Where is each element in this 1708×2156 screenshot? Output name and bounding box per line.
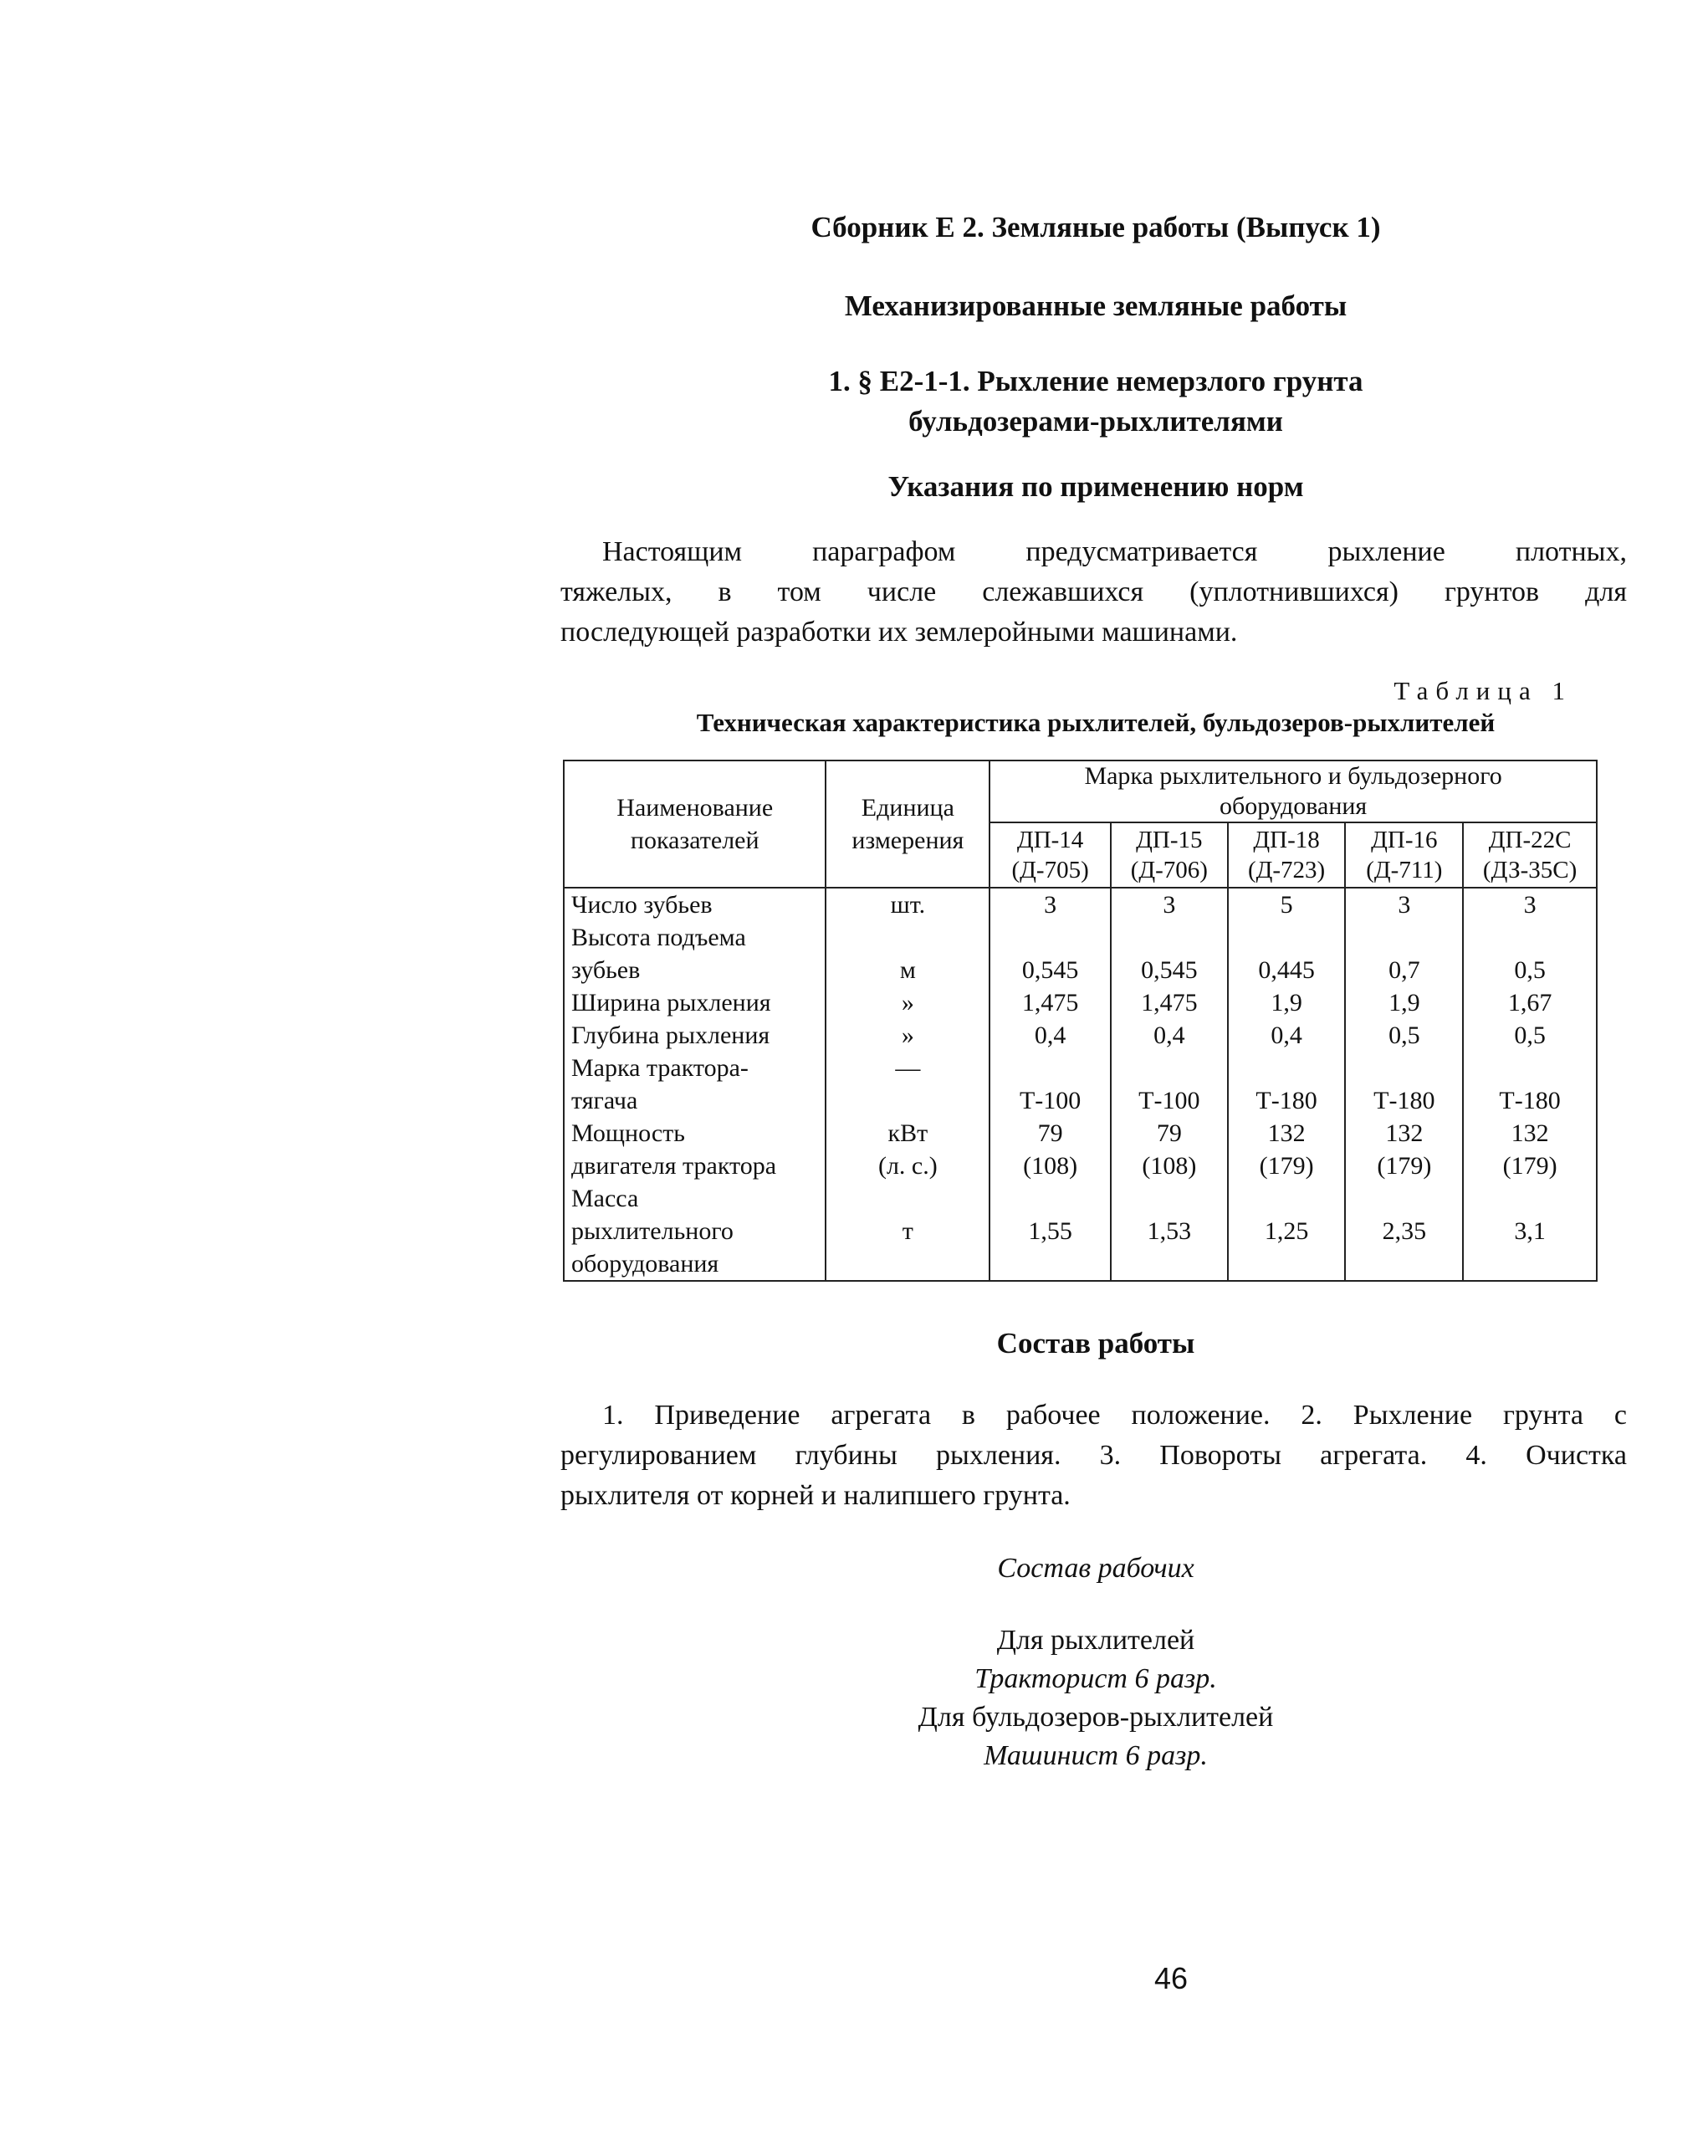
table-row [564, 888, 1597, 921]
row-unit: — [826, 1052, 990, 1117]
row-value: 79 (108) [990, 1117, 1111, 1182]
workers-group-bulldozer-rippers: Для бульдозеров-рыхлителей [918, 1702, 1274, 1733]
row-unit: шт. [826, 888, 990, 921]
row-value: 3 [1463, 888, 1597, 921]
table-row [564, 1052, 1597, 1117]
workers-group-rippers: Для рыхлителей [996, 1625, 1195, 1656]
row-value: 0,545 [990, 921, 1111, 986]
table-row [564, 921, 1597, 986]
intro-line: последующей разработки их землеройными машинами. [560, 617, 1238, 648]
row-unit: т [826, 1182, 990, 1281]
row-value: 0,4 [1228, 1019, 1346, 1052]
row-value: 3,1 [1463, 1182, 1597, 1281]
row-name: Ширина рыхления [564, 986, 826, 1019]
work-line: рыхлителя от корней и налипшего грунта. [560, 1480, 1071, 1511]
row-unit: » [826, 986, 990, 1019]
row-value: 0,4 [990, 1019, 1111, 1052]
brand-header: ДП-14 (Д-705) [990, 822, 1111, 888]
row-value: 1,53 [1111, 1182, 1228, 1281]
row-value: Т-100 [1111, 1052, 1228, 1117]
row-value: Т-180 [1345, 1052, 1463, 1117]
intro-line: тяжелых, в том числе слежавшихся (уплотнившихся) грунтов для [560, 576, 1627, 607]
row-value: 3 [1345, 888, 1463, 921]
row-value: 3 [990, 888, 1111, 921]
row-value: Т-180 [1228, 1052, 1346, 1117]
brand-header: ДП-16 (Д-711) [1345, 822, 1463, 888]
collection-title: Сборник Е 2. Земляные работы (Выпуск 1) [811, 211, 1381, 243]
row-value: 132 (179) [1463, 1117, 1597, 1182]
table-row [564, 1019, 1597, 1052]
row-value: 0,4 [1111, 1019, 1228, 1052]
workers-title: Состав рабочих [997, 1553, 1194, 1584]
row-value: 0,5 [1345, 1019, 1463, 1052]
section-title: Механизированные земляные работы [844, 289, 1347, 322]
row-value: 1,55 [990, 1182, 1111, 1281]
row-unit: » [826, 1019, 990, 1052]
work-title: Состав работы [996, 1327, 1195, 1360]
row-value: 0,5 [1463, 1019, 1597, 1052]
row-name: Число зубьев [564, 888, 826, 921]
work-line: 1. Приведение агрегата в рабочее положение. 2. Рыхление грунта с [602, 1400, 1627, 1431]
row-value: 1,475 [990, 986, 1111, 1019]
row-unit: м [826, 921, 990, 986]
paragraph-title-line1: 1. § Е2-1-1. Рыхление немерзлого грунта [828, 365, 1363, 397]
row-value: 132 (179) [1228, 1117, 1346, 1182]
table-row [564, 1117, 1597, 1182]
workers-role-tractor-driver: Тракторист 6 разр. [974, 1663, 1217, 1694]
table-title: Техническая характеристика рыхлителей, бульдозеров-рыхлителей [696, 708, 1496, 737]
intro-line: Настоящим параграфом предусматривается рыхление плотных, [602, 536, 1627, 567]
row-value: Т-180 [1463, 1052, 1597, 1117]
workers-role-operator: Машинист 6 разр. [984, 1740, 1208, 1771]
intro-paragraph [560, 532, 1627, 653]
row-value: 5 [1228, 888, 1346, 921]
row-unit: кВт (л. с.) [826, 1117, 990, 1182]
page-number: 46 [1153, 1961, 1189, 1995]
row-value: 0,445 [1228, 921, 1346, 986]
column-header-unit: Единица измерения [826, 760, 990, 888]
row-name: Масса рыхлительного оборудования [564, 1182, 826, 1281]
table-label: Таблица 1 [1394, 676, 1572, 705]
row-value: 79 (108) [1111, 1117, 1228, 1182]
row-value: 1,9 [1345, 986, 1463, 1019]
row-name: Высота подъема зубьев [564, 921, 826, 986]
specs-table [563, 760, 1598, 1282]
work-paragraph [560, 1396, 1627, 1516]
column-header-brands: Марка рыхлительного и бульдозерного оборудования [990, 760, 1597, 822]
table-row [564, 986, 1597, 1019]
row-value: 1,25 [1228, 1182, 1346, 1281]
brand-header: ДП-22С (ДЗ-35С) [1463, 822, 1597, 888]
row-value: 0,545 [1111, 921, 1228, 986]
table-row [564, 1182, 1597, 1281]
row-value: 0,5 [1463, 921, 1597, 986]
row-value: 0,7 [1345, 921, 1463, 986]
row-value: 1,475 [1111, 986, 1228, 1019]
row-value: 3 [1111, 888, 1228, 921]
paragraph-title-line2: бульдозерами-рыхлителями [908, 405, 1283, 438]
row-name: Мощность двигателя трактора [564, 1117, 826, 1182]
brand-header: ДП-18 (Д-723) [1228, 822, 1346, 888]
row-value: 1,9 [1228, 986, 1346, 1019]
work-line: регулированием глубины рыхления. 3. Повороты агрегата. 4. Очистка [560, 1440, 1627, 1471]
row-name: Марка трактора- тягача [564, 1052, 826, 1117]
row-value: 2,35 [1345, 1182, 1463, 1281]
brand-header: ДП-15 (Д-706) [1111, 822, 1228, 888]
column-header-name: Наименование показателей [564, 760, 826, 888]
row-name: Глубина рыхления [564, 1019, 826, 1052]
guidance-title: Указания по применению норм [887, 470, 1304, 503]
row-value: 132 (179) [1345, 1117, 1463, 1182]
row-value: Т-100 [990, 1052, 1111, 1117]
row-value: 1,67 [1463, 986, 1597, 1019]
